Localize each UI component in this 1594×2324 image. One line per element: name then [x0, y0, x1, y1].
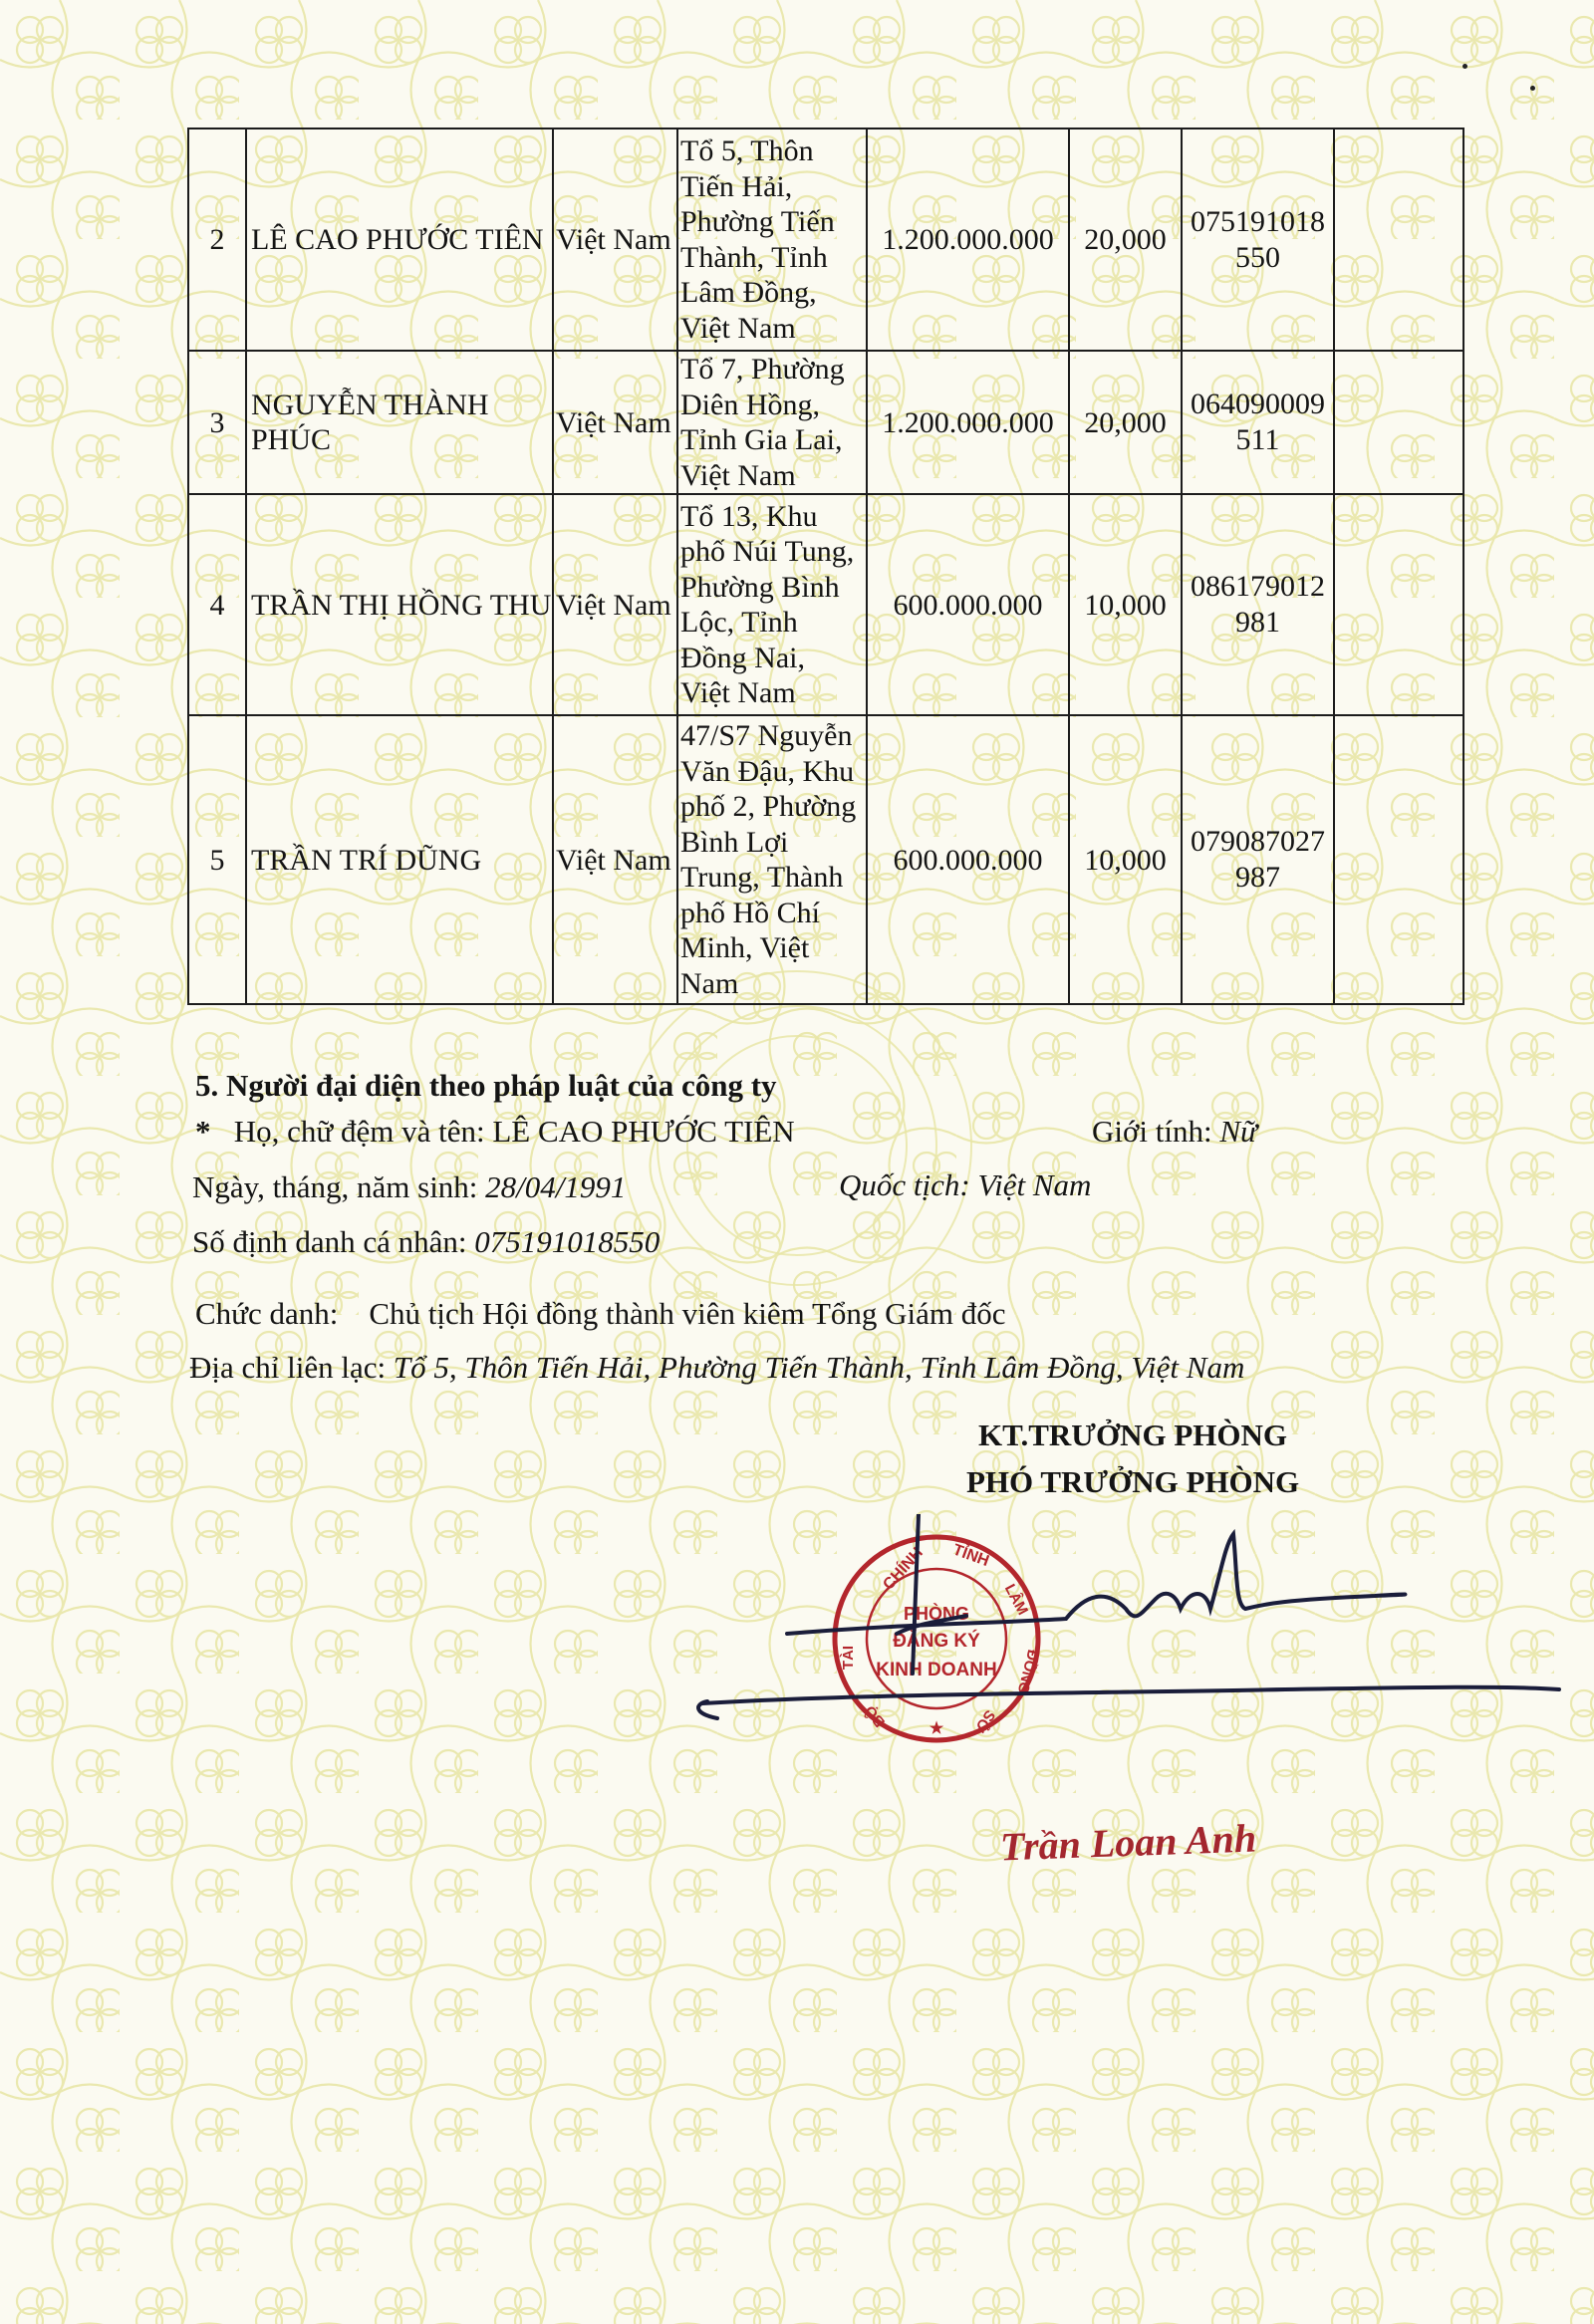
- address-line: phố Hồ Chí: [680, 896, 821, 929]
- members-table: [187, 128, 1464, 1005]
- address-line: Tổ 13, Khu: [680, 499, 818, 533]
- address-line: phố Núi Tung,: [680, 535, 855, 568]
- id-line: 987: [1235, 861, 1280, 894]
- bullet: *: [195, 1114, 211, 1149]
- address-line: Tổ 7, Phường: [680, 353, 845, 386]
- gender-value: Nữ: [1219, 1114, 1257, 1149]
- id-line: 511: [1235, 423, 1280, 456]
- address-line: Trung, Thành: [680, 861, 844, 894]
- id-line: 075191018: [1191, 204, 1325, 238]
- member-id: [1182, 129, 1334, 351]
- member-row: [188, 715, 1463, 1004]
- dob-value: 28/04/1991: [485, 1169, 627, 1204]
- personal-id-line: [192, 1224, 660, 1260]
- member-id: [1182, 351, 1334, 494]
- svg-text:LÂM: LÂM: [1000, 1581, 1032, 1619]
- signature-title-line-2: PHÓ TRƯỞNG PHÒNG: [966, 1464, 1300, 1499]
- svg-text:BỘ: BỘ: [861, 1701, 890, 1730]
- job-title-line: [195, 1296, 1006, 1332]
- member-capital: 600.000.000: [867, 715, 1069, 1004]
- member-no: 4: [188, 494, 246, 715]
- svg-text:ĐỒNG: ĐỒNG: [1013, 1648, 1042, 1695]
- address-line: Lộc, Tỉnh: [680, 606, 798, 639]
- scan-dot: [1530, 86, 1535, 91]
- address-line: Đồng Nai,: [680, 641, 805, 674]
- member-id: [1182, 494, 1334, 715]
- personal-id-value: 075191018550: [474, 1224, 661, 1259]
- signer-name-signature: Trần Loan Anh: [999, 1815, 1257, 1870]
- gender-label: Giới tính:: [1092, 1114, 1212, 1149]
- member-capital: 1.200.000.000: [867, 129, 1069, 351]
- address-line: Thành, Tỉnh: [680, 240, 828, 274]
- svg-text:SỞ: SỞ: [971, 1706, 999, 1735]
- member-address: [677, 351, 867, 494]
- address-line: Tiến Hải,: [680, 169, 793, 203]
- address-line: Văn Đậu, Khu: [680, 754, 855, 788]
- address-line: Tỉnh Gia Lai,: [680, 423, 843, 456]
- member-no: 2: [188, 129, 246, 351]
- member-nationality: Việt Nam: [553, 494, 677, 715]
- member-percent: 20,000: [1069, 351, 1182, 494]
- address-line: Lâm Đồng,: [680, 276, 817, 309]
- id-line: 064090009: [1191, 387, 1325, 420]
- member-name: TRẦN THỊ HỒNG THU: [246, 494, 553, 715]
- member-name: NGUYỄN THÀNH PHÚC: [246, 351, 553, 494]
- member-row: [188, 351, 1463, 494]
- nationality-value: Việt Nam: [977, 1167, 1092, 1202]
- member-note: [1334, 494, 1463, 715]
- address-line: 47/S7 Nguyễn: [680, 719, 853, 752]
- member-id: [1182, 715, 1334, 1004]
- svg-text:★: ★: [929, 1720, 944, 1737]
- member-name: LÊ CAO PHƯỚC TIÊN: [246, 129, 553, 351]
- address-line: Việt Nam: [680, 676, 796, 709]
- name-value: LÊ CAO PHƯỚC TIÊN: [492, 1114, 795, 1149]
- gender-line: [1092, 1114, 1257, 1150]
- id-line: 981: [1235, 606, 1280, 639]
- member-percent: 20,000: [1069, 129, 1182, 351]
- member-percent: 10,000: [1069, 494, 1182, 715]
- member-capital: 600.000.000: [867, 494, 1069, 715]
- member-name: TRẦN TRÍ DŨNG: [246, 715, 553, 1004]
- member-note: [1334, 351, 1463, 494]
- member-address: [677, 715, 867, 1004]
- job-title-label: Chức danh:: [195, 1296, 339, 1331]
- address-line: Tổ 5, Thôn: [680, 134, 814, 167]
- member-note: [1334, 715, 1463, 1004]
- dob-line: [192, 1169, 626, 1205]
- svg-text:TỈNH: TỈNH: [950, 1541, 991, 1571]
- member-nationality: Việt Nam: [553, 351, 677, 494]
- svg-text:ĐĂNG KÝ: ĐĂNG KÝ: [893, 1631, 980, 1652]
- job-title-value: Chủ tịch Hội đồng thành viên kiêm Tổng Giám đốc: [369, 1296, 1006, 1331]
- member-nationality: Việt Nam: [553, 129, 677, 351]
- contact-address-value: Tổ 5, Thôn Tiến Hải, Phường Tiến Thành, Tỉnh Lâm Đồng, Việt Nam: [393, 1350, 1245, 1385]
- legal-rep-name-line: [195, 1114, 795, 1150]
- member-percent: 10,000: [1069, 715, 1182, 1004]
- address-line: Phường Tiến: [680, 205, 835, 238]
- member-address: [677, 129, 867, 351]
- contact-address-line: [189, 1350, 1244, 1386]
- member-address: [677, 494, 867, 715]
- address-line: Việt Nam: [680, 311, 796, 345]
- member-no: 3: [188, 351, 246, 494]
- address-line: Việt Nam: [680, 458, 796, 492]
- member-note: [1334, 129, 1463, 351]
- handwritten-signature: [687, 1514, 1584, 1783]
- svg-text:KINH DOANH: KINH DOANH: [876, 1660, 997, 1680]
- address-line: Diên Hồng,: [680, 387, 820, 421]
- nationality-label: Quốc tịch:: [839, 1167, 970, 1202]
- id-line: 550: [1235, 240, 1280, 274]
- dob-label: Ngày, tháng, năm sinh:: [192, 1169, 478, 1204]
- contact-address-label: Địa chỉ liên lạc:: [189, 1350, 387, 1385]
- id-line: 079087027: [1191, 825, 1325, 858]
- personal-id-label: Số định danh cá nhân:: [192, 1224, 467, 1259]
- member-capital: 1.200.000.000: [867, 351, 1069, 494]
- member-row: [188, 494, 1463, 715]
- svg-text:PHÒNG: PHÒNG: [903, 1604, 970, 1624]
- address-line: Bình Lợi: [680, 825, 789, 859]
- scan-dot: [1462, 64, 1467, 69]
- section-5-heading: 5. Người đại diện theo pháp luật của công ty: [195, 1068, 777, 1103]
- name-label: Họ, chữ đệm và tên:: [233, 1114, 485, 1149]
- member-row: [188, 129, 1463, 351]
- nationality-line: [839, 1167, 1091, 1203]
- address-line: Phường Bình: [680, 570, 840, 604]
- id-line: 086179012: [1191, 570, 1325, 603]
- address-line: Minh, Việt: [680, 931, 810, 964]
- signature-title-line-1: KT.TRƯỞNG PHÒNG: [978, 1418, 1287, 1452]
- member-no: 5: [188, 715, 246, 1004]
- address-line: Nam: [680, 966, 739, 1000]
- svg-text:CHÍNH: CHÍNH: [880, 1544, 927, 1594]
- address-line: phố 2, Phường: [680, 790, 857, 823]
- svg-text:TÀI: TÀI: [840, 1645, 857, 1671]
- member-nationality: Việt Nam: [553, 715, 677, 1004]
